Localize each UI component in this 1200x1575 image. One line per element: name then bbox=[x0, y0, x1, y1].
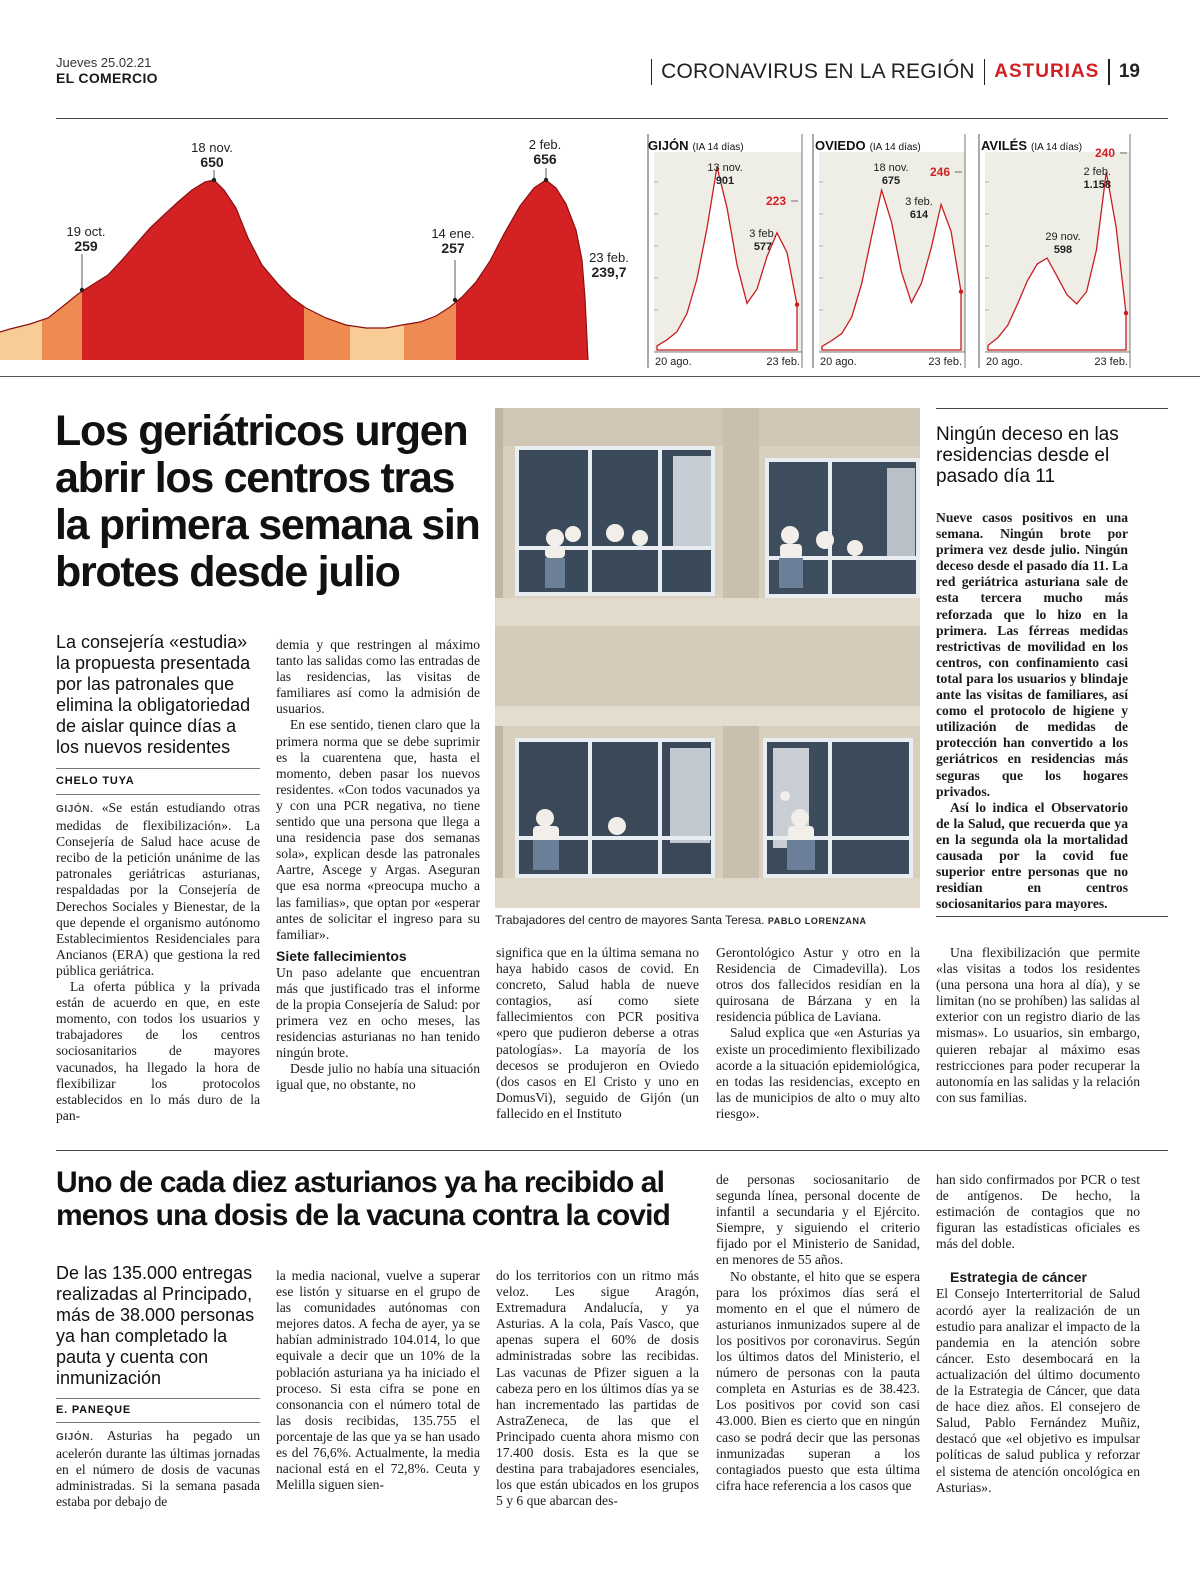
x-label-start: 20 ago. bbox=[820, 356, 857, 368]
byline-rule bbox=[56, 794, 260, 795]
x-label-end: 23 feb. bbox=[1094, 356, 1128, 368]
annotation-date: 14 ene. bbox=[431, 226, 475, 241]
svg-text:GIJÓN(IA 14 días) bbox=[648, 138, 744, 153]
current-value: 246 bbox=[929, 165, 951, 179]
current-value: 223 bbox=[765, 194, 787, 208]
masthead-rule bbox=[56, 118, 1168, 119]
residents-photo bbox=[495, 408, 920, 908]
article-column-3 bbox=[496, 1268, 699, 1509]
last-value-point bbox=[959, 289, 963, 293]
article-deck: De las 135.000 entregas realizadas al Principado, más de 38.000 personas ya han completado la pauta y cuenta con inmunización bbox=[56, 1263, 255, 1388]
paragraph: No obstante, el hito que se espera para los próximos días será el momento en el que el número de asturianos inmunizados supere al de los positivos por coronavirus. Según los últimos datos del Ministerio, el número de personas con la pauta completa en Asturias es de 38.423. Los positivos por covid son casi 43.000. Bien es cierto que en ningún caso se podrá decir que las personas inmunizadas superan a los contagiados puesto que esta última cifra hace referencia a los casos que bbox=[716, 1268, 920, 1493]
byline-rule bbox=[56, 1422, 260, 1423]
divider bbox=[984, 59, 986, 85]
annotation-value: 257 bbox=[441, 240, 465, 256]
annotation-value: 239,7 bbox=[591, 264, 627, 280]
svg-text:OVIEDO(IA 14 días) bbox=[815, 138, 921, 153]
byline: CHELO TUYA bbox=[56, 775, 135, 787]
svg-text:AVILÉS(IA 14 días) bbox=[981, 138, 1082, 153]
byline-rule bbox=[56, 768, 260, 769]
annotation-date: 18 nov. bbox=[873, 162, 909, 174]
panel-title: GIJÓN bbox=[648, 138, 689, 153]
paragraph: Salud explica que «en Asturias ya existe un procedimiento flexibilizado acorde a la situación epidemiológica, en todas las residencias, excepto en las de municipios de alto o muy alto riesgo». bbox=[716, 1025, 920, 1121]
annotation-date: 18 nov. bbox=[191, 140, 233, 155]
sidebar-rule bbox=[936, 408, 1168, 409]
region-label: ASTURIAS bbox=[994, 61, 1100, 82]
annotation-value: 1.158 bbox=[1083, 179, 1111, 191]
article-column-5 bbox=[936, 1172, 1140, 1496]
divider bbox=[651, 59, 653, 85]
annotation-date: 23 feb. bbox=[589, 250, 629, 265]
annotation-date: 19 oct. bbox=[66, 224, 106, 239]
photo-credit: PABLO LORENZANA bbox=[767, 916, 867, 926]
article-column-5 bbox=[936, 945, 1140, 1106]
paragraph: han sido confirmados por PCR o test de antígenos. De hecho, la estimación de contagios que no figuran las estadísticas oficiales es más del doble. bbox=[936, 1172, 1140, 1252]
annotation-value: 614 bbox=[909, 209, 929, 221]
annotation-date: 29 nov. bbox=[1045, 231, 1081, 243]
annotation-date: 3 feb. bbox=[749, 228, 777, 240]
article-column-1 bbox=[56, 800, 260, 1124]
paragraph: do los territorios con un ritmo más veloz. Les sigue Aragón, Extremadura Andalucía, y ya Asturias. A la cola, País Vasco, que apenas supera el 60% de dosis administradas sobre las recibidas. Las vacunas de Pfizer siguen a la cabeza pero en los últimos días ya se han incrementado las partidas de AstraZeneca, de las que el Principado cuenta ahora mismo con 17.400 dosis. Esta es la que se destina para trabajadores esenciales, los que están ubicados en los grupos 5 y 6 que abarcan des- bbox=[496, 1268, 699, 1509]
annotation-value: 598 bbox=[1053, 244, 1073, 256]
article-column-1 bbox=[56, 1428, 260, 1510]
caption-text: Trabajadores del centro de mayores Santa Teresa. bbox=[495, 913, 765, 927]
section-header bbox=[642, 58, 1140, 86]
paragraph: «Se están estudiando otras medidas de flexibilización». La Consejería de Salud hace acuse de recibo de la petición unánime de las patronales geriátricas asturianas, respaldadas por la Consejería de Derechos Sociales y Bienestar, de la que depende el organismo autónomo Establecimientos Residenciales para Ancianos (ERA) que gestiona la red pública geriátrica. bbox=[56, 800, 260, 978]
paragraph: Nueve casos positivos en una semana. Ningún brote por primera vez desde julio. Ningún deceso desde el pasado día 11. La red geriátrica asturiana sale de esta tercera mucho más reforzada que lo hizo en la primera. Las férreas medidas restrictivas de movilidad en los centros, con confinamiento casi total para los usuarios y blindaje ante las visitas de familiares, así como el protocolo de higiene y utilización de medidas de protección han convertido a los geriátricos en residencias más seguras que los hogares privados. bbox=[936, 510, 1128, 799]
building-illustration bbox=[495, 408, 920, 908]
paragraph: de personas sociosanitario de segunda línea, personal docente de infantil a secundaria y el Ejército. Siempre, y siguiendo el criterio fijado por el Ministerio de Sanidad, en menores de 55 años. bbox=[716, 1172, 920, 1268]
paragraph: significa que en la última semana no haya habido casos de covid. En concreto, Salud habla de nueve contagios, así como siete fallecimientos con PCR positiva «pero que pudieron deberse a otras patologías». La mayoría de los decesos se produjeron en Oviedo (dos casos en El Cristo y uno en DomusVi), seguido de Gijón (un fallecido en el Instituto bbox=[496, 945, 699, 1121]
chart-rule bbox=[0, 376, 1200, 377]
incidence-charts bbox=[0, 122, 1200, 376]
annotation-value: 577 bbox=[753, 241, 773, 253]
article-headline: Los geriátricos urgen abrir los centros tras la primera semana sin brotes desde julio bbox=[55, 407, 480, 596]
paragraph: El Consejo Interterritorial de Salud acordó ayer la realización de un estudio para analizar el impacto de la pandemia en la atención sobre cáncer. Esto desembocará en la actualización del último documento de la Estrategia de Cáncer, que data de hace diez años. El consejero de Salud, Pablo Fernández Muñiz, destacó que «el objetivo es impulsar políticas de salud publica y reforzar el sistema de atención oncológica en Asturias». bbox=[936, 1286, 1140, 1495]
article-separator bbox=[56, 1150, 1168, 1151]
annotation-value: 901 bbox=[715, 175, 735, 187]
article-column-4 bbox=[716, 945, 920, 1122]
paragraph: Una flexibilización que permite «las visitas a todos los residentes (una persona una hora al día), y se limitan (no se prohíben) las salidas al exterior con un registro diario de las mismas». Lo usuarios, sin embargo, quieren rebajar al máximo esas restricciones para poder recuperar la autonomía en las salidas y la relación con sus familias. bbox=[936, 945, 1140, 1105]
paragraph: la media nacional, vuelve a superar ese listón y situarse en el grupo de las comunidades autónomas con mejores datos. A fecha de ayer, ya se habían administrado 104.014, lo que equivale a decir que un 10% de la población asturiana ya ha iniciado el proceso. Si esta cifra se pone en consonancia con el número total de las dosis recibidas, 135.755 el porcentaje de las que ya se han usado es del 76,6%. Actualmente, la media nacional está en el 72,8%. Ceuta y Melilla siguen sien- bbox=[276, 1268, 480, 1493]
paragraph: demia y que restringen al máximo tanto las salidas como las entradas de las residencias, las visitas de familiares así como la admisión de usuarios. bbox=[276, 637, 480, 717]
panel-title: AVILÉS bbox=[981, 138, 1027, 153]
article-headline: Uno de cada diez asturianos ya ha recibido al menos una dosis de la vacuna contra la covid bbox=[56, 1166, 670, 1232]
sidebar-title: Ningún deceso en las residencias desde el pasado día 11 bbox=[936, 424, 1119, 487]
annotation-value: 650 bbox=[200, 154, 224, 170]
paragraph: Desde julio no había una situación igual que, no obstante, no bbox=[276, 1061, 480, 1093]
article-deck: La consejería «estudia» la propuesta presentada por las patronales que elimina la obligatoriedad de aislar quince días a los nuevos residentes bbox=[56, 632, 251, 757]
x-label-start: 20 ago. bbox=[655, 356, 692, 368]
article-column-3 bbox=[496, 945, 699, 1122]
byline-rule bbox=[56, 1398, 260, 1399]
panel-subtitle: (IA 14 días) bbox=[1031, 142, 1083, 153]
paragraph: Gerontológico Astur y otro en la Residencia de Cimadevilla). Los otros dos fallecidos residían en la quirosana de Bárzana y en la residencia pública de Laviana. bbox=[716, 945, 920, 1025]
panel-subtitle: (IA 14 días) bbox=[692, 142, 744, 153]
last-value-point bbox=[1124, 311, 1128, 315]
panel-title: OVIEDO bbox=[815, 138, 866, 153]
newspaper-name: EL COMERCIO bbox=[56, 70, 158, 86]
oviedo-chart bbox=[813, 134, 965, 368]
paragraph: Un paso adelante que encuentran más que justificado tras el informe de la propia Consejería de Salud: por primera vez en ocho meses, las residencias asturianas no han tenido ningún brote. bbox=[276, 964, 480, 1061]
current-value: 240 bbox=[1094, 146, 1116, 160]
annotation-value: 675 bbox=[881, 175, 901, 187]
paragraph: Asturias ha pegado un acelerón durante las últimas jornadas en el número de dosis de vacunas administradas. Si la semana pasada estaba por debajo de bbox=[56, 1428, 260, 1510]
paragraph: Así lo indica el Observatorio de la Salud, que recuerda que ya en la segunda ola la mortalidad causada por la covid fue superior entre personas que no residían en centros sociosanitarios para mayores. bbox=[936, 799, 1128, 912]
aviles-chart bbox=[979, 134, 1130, 368]
sidebar-end-rule bbox=[936, 916, 1168, 917]
dateline: GIJÓN. bbox=[56, 804, 94, 815]
subhead: Estrategia de cáncer bbox=[950, 1269, 1087, 1286]
issue-date: Jueves 25.02.21 bbox=[56, 55, 152, 70]
dateline: GIJÓN. bbox=[56, 1432, 94, 1443]
annotation-date: 2 feb. bbox=[528, 137, 562, 152]
page-number: 19 bbox=[1118, 61, 1140, 82]
annotation-value: 259 bbox=[74, 238, 98, 254]
section-title: CORONAVIRUS EN LA REGIÓN bbox=[661, 60, 975, 83]
panel-subtitle: (IA 14 días) bbox=[869, 142, 921, 153]
x-label-end: 23 feb. bbox=[766, 356, 800, 368]
asturias-area-chart bbox=[0, 122, 629, 376]
byline: E. PANEQUE bbox=[56, 1404, 132, 1416]
paragraph: La oferta pública y la privada están de acuerdo en que, en este momento, con todos los usuarios y trabajadores de los centros sociosanitarios de mayores vacunados, ha llegado la hora de flexibilizar los protocolos establecidos en lo más duro de la pan- bbox=[56, 979, 260, 1123]
article-column-4 bbox=[716, 1172, 920, 1494]
annotation-value: 656 bbox=[533, 151, 557, 167]
gijon-chart bbox=[648, 134, 802, 368]
subhead: Siete fallecimientos bbox=[276, 947, 407, 964]
divider bbox=[1108, 59, 1110, 85]
sidebar-body bbox=[936, 510, 1128, 912]
annotation-date: 2 feb. bbox=[1083, 166, 1111, 178]
annotation-date: 13 nov. bbox=[707, 162, 743, 174]
paragraph: En ese sentido, tienen claro que la primera norma que se debe suprimir es la cuarentena que, hasta el momento, deben pasar los nuevos residentes. «Con todos vacunados ya y con una PCR negativa, no tiene sentido que una persona que llega a una residencia pase dos semanas sola», explican desde las patronales Aartre, Ascege y Argas. Aseguran que esa norma «preocupa mucho a las familias», que optan por «esperar antes de solicitar el ingreso para su familiar». bbox=[276, 717, 480, 942]
photo-caption bbox=[495, 913, 925, 927]
annotation-date: 3 feb. bbox=[905, 196, 933, 208]
x-label-start: 20 ago. bbox=[986, 356, 1023, 368]
x-label-end: 23 feb. bbox=[928, 356, 962, 368]
article-column-2 bbox=[276, 637, 480, 1094]
article-column-2 bbox=[276, 1268, 480, 1493]
last-value-point bbox=[795, 303, 799, 307]
